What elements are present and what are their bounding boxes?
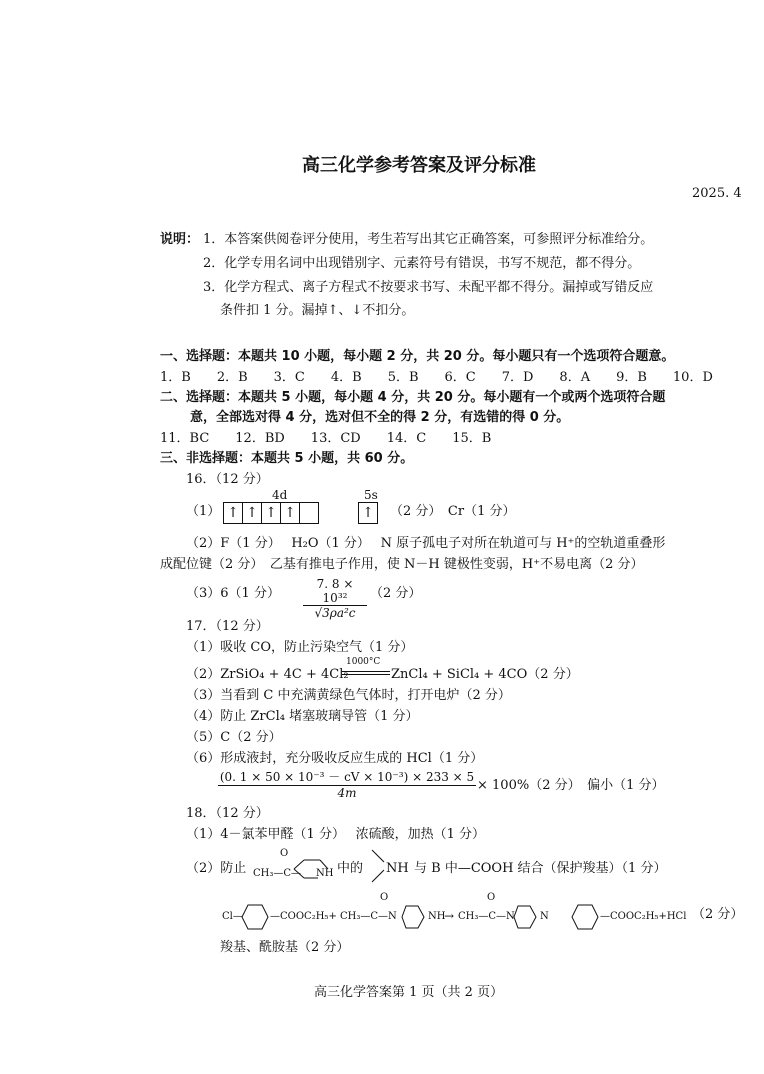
q18-part2-start: （2）防止 bbox=[186, 861, 247, 876]
q18-part2-tail: 与 B 中—COOH 结合（保护羧基）（1 分） bbox=[414, 861, 667, 876]
page-title: 高三化学参考答案及评分标准 bbox=[302, 155, 536, 176]
fraction-denominator: √3ρa²c bbox=[314, 606, 356, 620]
carbonyl-o: O bbox=[280, 848, 289, 859]
orbital-box: ↑ bbox=[242, 502, 262, 524]
piperazine-ring-2 bbox=[400, 902, 426, 932]
acetyl-group: CH₃—C— bbox=[253, 868, 302, 879]
section-2-heading-2: 意，全部选对得 4 分，选对但不全的得 2 分，有选错的得 0 分。 bbox=[190, 410, 570, 425]
q16-part2a: （2）F（1 分） H₂O（1 分） N 原子孤电子对所在轨道可与 H⁺的空轨道重叠形 bbox=[186, 536, 666, 551]
section-3-heading: 三、非选择题：本题共 5 小题，共 60 分。 bbox=[160, 451, 414, 466]
orbital-box: ↑ bbox=[223, 502, 243, 524]
section-1-heading: 一、选择题：本题共 10 小题，每小题 2 分，共 20 分。每小题只有一个选项符合题意。 bbox=[160, 349, 675, 364]
benzene-ring-1 bbox=[240, 902, 270, 932]
eq-product-2: —COOC₂H₅+HCl bbox=[600, 911, 687, 922]
equal-sign bbox=[342, 671, 390, 675]
q17-part5: （5）C（2 分） bbox=[186, 730, 282, 745]
eq-n: N bbox=[540, 911, 549, 922]
note-1: 1．本答案供阅卷评分使用，考生若写出其它正确答案，可参照评分标准给分。 bbox=[203, 232, 654, 247]
q17-part3: （3）当看到 C 中充满黄绿色气体时，打开电炉（2 分） bbox=[186, 688, 511, 703]
q17-part6-tail: × 100%（2 分） 偏小（1 分） bbox=[477, 778, 665, 793]
eq-chloro: Cl— bbox=[222, 911, 243, 922]
note-3b: 条件扣 1 分。漏掉↑、↓不扣分。 bbox=[220, 303, 415, 318]
q18-part3: 羧基、酰胺基（2 分） bbox=[220, 940, 350, 955]
eq-product-1: CH₃—C—N bbox=[458, 911, 515, 922]
nh-label: NH bbox=[428, 911, 446, 922]
fraction-numerator: 7. 8 × 10³² bbox=[316, 577, 354, 605]
nh-label: NH bbox=[386, 861, 409, 876]
q17-part1: （1）吸收 CO，防止污染空气（1 分） bbox=[186, 640, 414, 655]
orbital-4d-label: 4d bbox=[272, 488, 288, 502]
piperazine-ring-3 bbox=[512, 902, 538, 932]
q16-part1-tail: （2 分） Cr（1 分） bbox=[390, 504, 516, 519]
orbital-4d-boxes bbox=[224, 502, 319, 524]
q17-part2-left: （2）ZrSiO₄ + 4C + 4Cl₂ bbox=[186, 667, 349, 682]
q16-part2b: 成配位键（2 分） 乙基有推电子作用，使 N－H 键极性变弱，H⁺不易电离（2 分） bbox=[160, 557, 644, 572]
page-footer: 高三化学答案第 1 页（共 2 页） bbox=[314, 985, 504, 1000]
q17-part2-right: ZnCl₄ + SiCl₄ + 4CO（2 分） bbox=[391, 667, 579, 682]
notes-label: 说明： bbox=[160, 232, 200, 247]
q18-heading: 18．（12 分） bbox=[186, 806, 269, 821]
eq-score: （2 分） bbox=[692, 907, 744, 922]
eq-reactant-2: —COOC₂H₅+ CH₃—C—N bbox=[270, 911, 397, 922]
benzene-ring-2 bbox=[570, 902, 600, 932]
nh-label: NH bbox=[316, 868, 334, 879]
q17-heading: 17．（12 分） bbox=[186, 619, 269, 634]
section-1-answers: 1．B 2．B 3．C 4．B 5．B 6．C 7．D 8．A 9．B 10．D bbox=[160, 370, 713, 385]
orbital-5s-label: 5s bbox=[364, 488, 378, 502]
q16-part3: （3）6（1 分） bbox=[186, 586, 280, 601]
q18-part2-mid: 中的 bbox=[337, 861, 364, 876]
orbital-5s-box bbox=[359, 502, 378, 524]
q17-fraction bbox=[218, 768, 476, 800]
section-2-heading-1: 二、选择题：本题共 5 小题，每小题 4 分，共 20 分。每小题有一个或两个选项符合题 bbox=[160, 390, 666, 405]
carbonyl-o: O bbox=[487, 892, 496, 903]
section-2-answers: 11．BC 12．BD 13．CD 14．C 15．B bbox=[160, 431, 492, 446]
arrow-icon: → bbox=[444, 909, 455, 923]
fraction-denominator: 4m bbox=[337, 786, 357, 800]
q16-fraction bbox=[303, 577, 367, 620]
q16-part3-tail: （2 分） bbox=[370, 586, 422, 601]
note-3a: 3．化学方程式、离子方程式不按要求书写、未配平都不得分。漏掉或写错反应 bbox=[203, 280, 654, 295]
carbonyl-o: O bbox=[380, 892, 389, 903]
note-2: 2．化学专用名词中出现错别字、元素符号有错误，书写不规范，都不得分。 bbox=[203, 256, 641, 271]
q18-part1: （1）4－氯苯甲醛（1 分） 浓硫酸，加热（1 分） bbox=[186, 827, 485, 842]
q16-part1: （1） bbox=[186, 504, 221, 519]
q17-part4: （4）防止 ZrCl₄ 堵塞玻璃导管（1 分） bbox=[186, 709, 419, 724]
q16-heading: 16．（12 分） bbox=[186, 472, 269, 487]
fraction-numerator: (0. 1 × 50 × 10⁻³ － cV × 10⁻³) × 233 × 5 bbox=[219, 770, 475, 784]
reaction-condition: 1000°C bbox=[346, 657, 381, 667]
date: 2025. 4 bbox=[692, 186, 742, 201]
orbital-box: ↑ bbox=[261, 502, 281, 524]
orbital-box: ↑ bbox=[358, 502, 378, 524]
q17-part6: （6）形成液封，充分吸收反应生成的 HCl（1 分） bbox=[186, 751, 484, 766]
orbital-box: ↑ bbox=[280, 502, 300, 524]
orbital-box bbox=[299, 502, 319, 524]
